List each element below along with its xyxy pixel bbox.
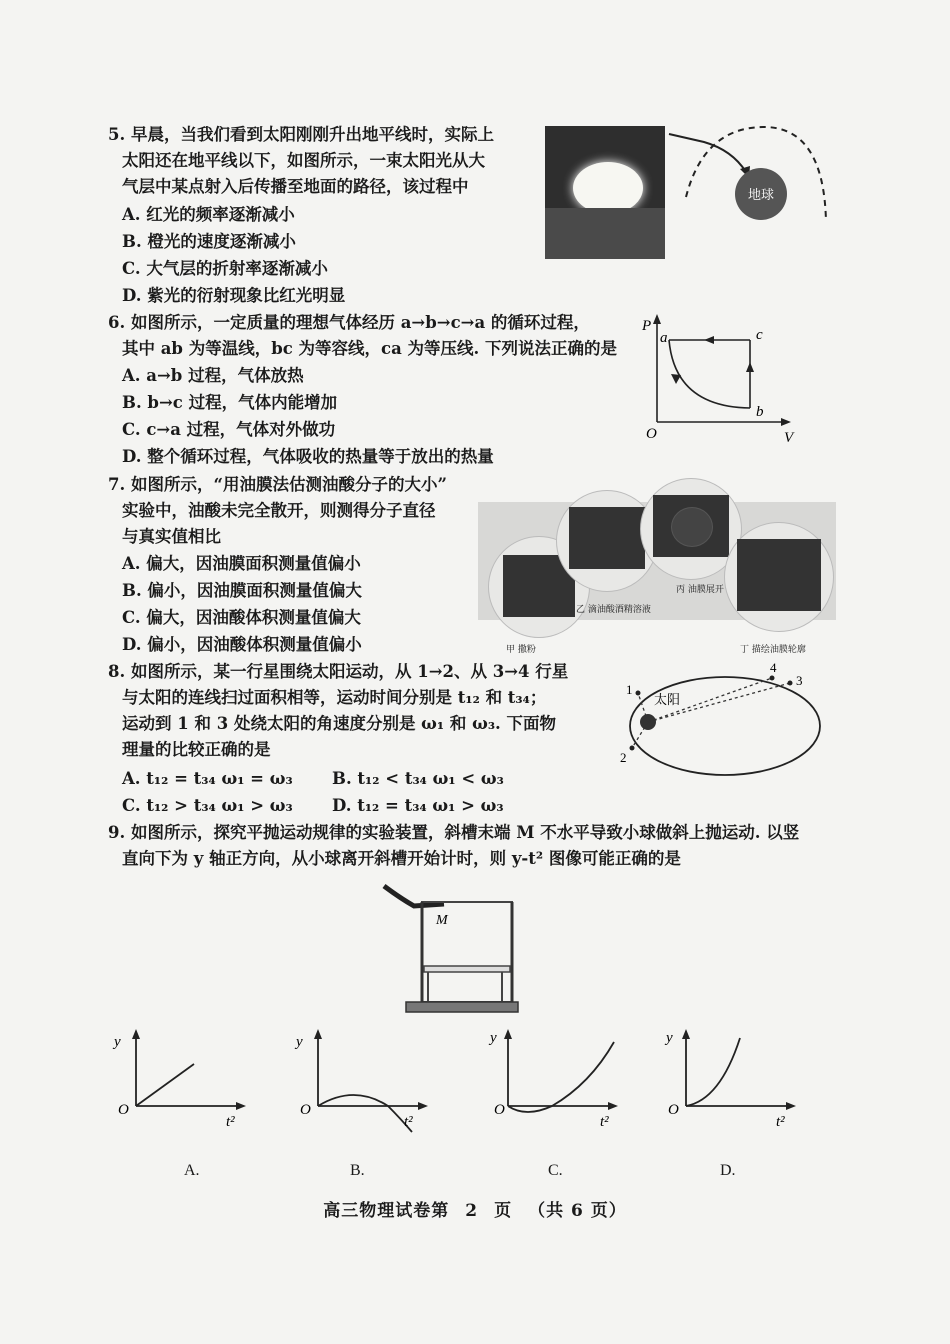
graph-d-origin: O — [668, 1102, 679, 1118]
point-4 — [770, 676, 775, 681]
graph-c-curve — [508, 1042, 614, 1112]
q5-option-c: C. 大气层的折射率逐渐减小 — [122, 259, 328, 278]
step-ding-circle — [724, 522, 834, 632]
ab-arrow — [671, 374, 681, 384]
graph-c — [482, 1026, 622, 1134]
q5-stem-line-1: 5. 早晨，当我们看到太阳刚刚升出地平线时，实际上 — [108, 125, 494, 144]
graph-b-y-arrow — [314, 1029, 322, 1039]
q9-stem-line-1: 9. 如图所示，探究平抛运动规律的实验装置，斜槽末端 M 不水平导致小球做斜上抛运动. 以竖 — [108, 823, 800, 842]
orbit-diagram — [614, 656, 826, 780]
graph-d — [660, 1026, 800, 1134]
q7-option-b: B. 偏小，因油膜面积测量值偏大 — [122, 581, 362, 600]
pv-graph — [640, 312, 800, 454]
graph-a-x-arrow — [236, 1102, 246, 1110]
q6-stem-line-2: 其中 ab 为等温线，bc 为等容线，ca 为等压线. 下列说法正确的是 — [122, 339, 618, 358]
step-ding-tray — [737, 539, 821, 611]
projectile-apparatus — [380, 878, 525, 1016]
oil-film-experiment-photo — [478, 478, 836, 654]
orbit-ellipse — [630, 677, 820, 775]
graph-b-curve — [318, 1095, 412, 1132]
q7-option-c: C. 偏大，因油酸体积测量值偏大 — [122, 608, 361, 627]
q5-option-d: D. 紫光的衍射现象比红光明显 — [122, 286, 346, 305]
q7-stem-line-1: 7. 如图所示，“用油膜法估测油酸分子的大小” — [108, 475, 447, 494]
v-axis-arrow — [781, 418, 791, 426]
graph-c-x-label: t² — [600, 1114, 609, 1130]
graph-b-caption: B. — [350, 1162, 365, 1179]
graph-c-y-arrow — [504, 1029, 512, 1039]
point-c-label: c — [756, 327, 763, 343]
q7-stem-line-3: 与真实值相比 — [122, 527, 221, 546]
point-2 — [630, 746, 635, 751]
q6-option-b: B. b→c 过程，气体内能增加 — [122, 393, 338, 412]
graph-d-y-arrow — [682, 1029, 690, 1039]
point-4-label: 4 — [770, 660, 777, 675]
graph-a-y-label: y — [114, 1034, 121, 1050]
graph-d-x-arrow — [786, 1102, 796, 1110]
graph-b-x-arrow — [418, 1102, 428, 1110]
footer-page-number: 2 — [465, 1201, 479, 1221]
q8-option-a: A. t₁₂ = t₃₄ ω₁ = ω₃ — [122, 769, 293, 788]
graph-a-curve — [136, 1064, 194, 1106]
footer-page-unit: 页 — [494, 1201, 513, 1221]
point-1 — [636, 691, 641, 696]
sun-label: 太阳 — [654, 693, 681, 708]
step-yi-tray — [569, 507, 645, 569]
graph-a-origin: O — [118, 1102, 129, 1118]
base-plate — [406, 1002, 518, 1012]
q7-option-d: D. 偏小，因油酸体积测量值偏小 — [122, 635, 362, 654]
horizon-ground — [545, 208, 665, 259]
graph-a-x-label: t² — [226, 1114, 235, 1130]
q5-stem-line-3: 气层中某点射入后传播至地面的路径，该过程中 — [122, 177, 469, 196]
sunrise-photo — [545, 126, 665, 259]
oil-film-patch — [671, 507, 713, 547]
point-3-label: 3 — [796, 673, 803, 688]
q5-option-a: A. 红光的频率逐渐减小 — [122, 205, 295, 224]
graph-c-caption: C. — [548, 1162, 563, 1179]
bc-arrow — [746, 362, 754, 372]
label-jia: 甲 撒粉 — [506, 645, 536, 655]
q6-option-c: C. c→a 过程，气体对外做功 — [122, 420, 336, 439]
q6-option-a: A. a→b 过程，气体放热 — [122, 366, 304, 385]
q8-stem-line-2: 与太阳的连线扫过面积相等，运动时间分别是 t₁₂ 和 t₃₄； — [122, 688, 547, 707]
step-bing-tray — [653, 495, 729, 557]
isotherm-ab — [669, 340, 750, 408]
graph-b-origin: O — [300, 1102, 311, 1118]
graph-b-x-label: t² — [404, 1114, 413, 1130]
q8-option-c: C. t₁₂ > t₃₄ ω₁ > ω₃ — [122, 796, 293, 815]
catch-tray — [424, 966, 510, 972]
graph-b — [292, 1026, 432, 1134]
graph-b-y-label: y — [296, 1034, 303, 1050]
point-b-label: b — [756, 404, 764, 420]
page-footer — [0, 1196, 950, 1221]
graph-c-y-label: y — [490, 1030, 497, 1046]
graph-a-y-arrow — [132, 1029, 140, 1039]
label-bing: 丙 油膜展开 — [676, 585, 724, 595]
graph-a — [110, 1026, 250, 1134]
q9-stem-line-2: 直向下为 y 轴正方向，从小球离开斜槽开始计时，则 y-t² 图像可能正确的是 — [122, 849, 681, 868]
p-axis-arrow — [653, 314, 661, 324]
point-a-label: a — [660, 330, 668, 346]
q8-stem-line-3: 运动到 1 和 3 处绕太阳的角速度分别是 ω₁ 和 ω₃. 下面物 — [122, 714, 557, 733]
q5-stem-line-2: 太阳还在地平线以下，如图所示，一束太阳光从大 — [122, 151, 485, 170]
graph-d-caption: D. — [720, 1162, 736, 1179]
point-2-label: 2 — [620, 750, 627, 765]
atmosphere-diagram — [664, 122, 834, 262]
graph-d-curve — [686, 1038, 740, 1106]
graph-a-caption: A. — [184, 1162, 200, 1179]
footer-title: 高三物理试卷第 — [323, 1201, 450, 1221]
label-yi: 乙 滴油酸酒精溶液 — [576, 605, 651, 615]
point-1-label: 1 — [626, 682, 633, 697]
p-label: P — [642, 318, 652, 334]
q7-stem-line-2: 实验中，油酸未完全散开，则测得分子直径 — [122, 501, 436, 520]
graph-d-x-label: t² — [776, 1114, 785, 1130]
label-ding: 丁 描绘油膜轮廓 — [740, 645, 806, 655]
sun-disc — [573, 162, 643, 214]
q8-stem-line-4: 理量的比较正确的是 — [122, 740, 271, 759]
v-label: V — [784, 430, 794, 446]
origin-label: O — [646, 426, 657, 442]
q8-option-b: B. t₁₂ < t₃₄ ω₁ < ω₃ — [332, 769, 504, 788]
earth-label: 地球 — [747, 188, 775, 203]
graph-c-x-arrow — [608, 1102, 618, 1110]
q5-option-b: B. 橙光的速度逐渐减小 — [122, 232, 296, 251]
q8-option-d: D. t₁₂ = t₃₄ ω₁ > ω₃ — [332, 796, 504, 815]
graph-c-origin: O — [494, 1102, 505, 1118]
q8-stem-line-1: 8. 如图所示，某一行星围绕太阳运动，从 1→2、从 3→4 行星 — [108, 662, 569, 681]
q6-stem-line-1: 6. 如图所示，一定质量的理想气体经历 a→b→c→a 的循环过程， — [108, 313, 590, 332]
q7-option-a: A. 偏大，因油膜面积测量值偏小 — [122, 554, 361, 573]
q6-option-d: D. 整个循环过程，气体吸收的热量等于放出的热量 — [122, 447, 494, 466]
footer-total-pages: （共 6 页） — [528, 1201, 627, 1221]
m-label: M — [436, 913, 448, 928]
point-3 — [788, 681, 793, 686]
ca-arrow — [704, 336, 714, 344]
graph-d-y-label: y — [666, 1030, 673, 1046]
